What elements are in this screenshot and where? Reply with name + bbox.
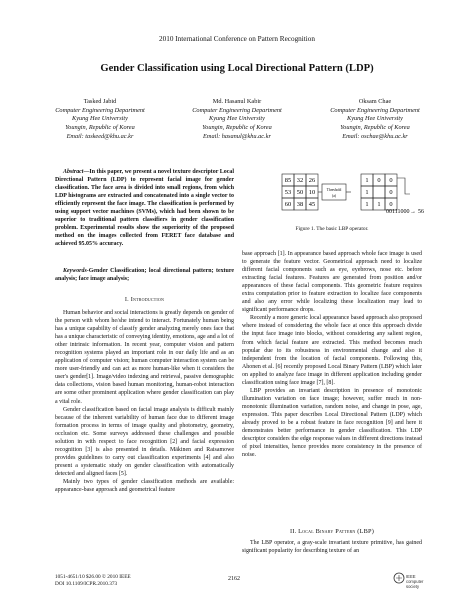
threshold-sublabel: (a): [332, 194, 336, 198]
code-connector: [397, 178, 410, 194]
pixel-grid-value: 10: [308, 189, 316, 197]
binary-grid-cell: [373, 186, 385, 198]
author-name: Oksam Chae: [358, 98, 392, 105]
binary-grid-value: 1: [377, 201, 381, 209]
keywords: [55, 267, 234, 283]
author-dept: Computer Engineering Department: [192, 106, 282, 114]
author-block-3: [300, 98, 450, 142]
section-heading-introduction: I. Introduction: [124, 296, 165, 303]
arrow-glyph: →: [410, 209, 416, 215]
decimal-value: 56: [418, 209, 424, 215]
ieee-computer-society-logo: [392, 569, 428, 591]
pixel-grid-value: 50: [296, 189, 304, 197]
page-number: 2162: [228, 576, 240, 582]
author-dept: Computer Engineering Department: [330, 106, 420, 114]
abstract-paragraph: [55, 168, 234, 248]
author-email: Email: taskeed@khu.ac.kr: [66, 132, 134, 140]
abstract-lead: Abstract: [63, 169, 84, 175]
author-univ: Kyung Hee University: [209, 115, 265, 123]
keywords-paragraph: [55, 267, 234, 283]
right-paragraph-1: base approach [1]. In appearance based approach whole face image is used to generate the feature vector. Geometrical approach need to localize different facial components such as eye, eyebrows, nose etc. before extracting facial features. Features are generated from position and/or appearances of these facial components. This geometric feature requires extra computation prior to feature extraction to localize face components and also any error while localizing these localization may lead to significant performance drops.: [242, 251, 422, 314]
abstract-text: —In this paper, we present a novel texture descriptor Local Directional Pattern (LDP) to represent facial image for gender classification. The face area is divided into small regions, from which LDP histograms are extracted and concatenated into a single vector to efficiently represent the face image. The classification is performed by using support vector machines (SVMs), which had been shown to be superior to traditional pattern classifiers in gender classification problem. Experimental results show the superiority of the proposed method on the images collected from FERET face database and achieved 95.05% accuracy.: [55, 169, 234, 248]
binary-grid-value: 0: [389, 201, 393, 209]
footer-copyright: [55, 574, 131, 588]
pixel-grid-value: 85: [284, 177, 292, 185]
svg-text:IEEE: IEEE: [406, 574, 416, 579]
section-heading-lbp: II. Local Binary Pattern (LBP): [289, 528, 375, 535]
author-location: Youngin, Republic of Korea: [65, 124, 135, 132]
author-name: Tasked Jabid: [83, 98, 117, 105]
binary-grid-value: 0: [377, 177, 381, 185]
paper-title: Gender Classification using Local Directional Pattern (LDP): [100, 63, 374, 74]
figure-caption: Figure 1. The basic LBP operator.: [295, 226, 369, 232]
binary-grid-value: 0: [389, 177, 393, 185]
lbp-paragraph-1: The LBP operator, a gray-scale invariant texture primitive, has gained significant popularity for describing texture of an: [242, 540, 422, 555]
author-email: Email: hasanul@khu.ac.kr: [203, 132, 271, 140]
keywords-text: -Gender Classification; local directional pattern; texture analysis; face image analysis;: [55, 268, 234, 283]
pixel-grid: [282, 174, 318, 210]
right-paragraph-3: LBP provides an invariant description in presence of monotonic illumination variation on face image; however, suffer much in non-monotonic illumination variation, random noise, and change in pose, age, expression. This paper describes Local Directional Pattern (LDP) which already proved to be a robust feature in face recognition [9] and here it demonstrates better performance in gender classification. This LDP descriptor considers the edge response values in different directions instead of pixel intensities, hence provides more consistency in the presence of noise.: [242, 387, 422, 459]
intro-paragraph-3: Mainly two types of gender classification methods are available: appearance-base approach and geometrical feature: [55, 478, 234, 494]
author-location: Youngin, Republic of Korea: [202, 124, 272, 132]
svg-text:computer: computer: [406, 579, 424, 584]
binary-grid-value: 1: [365, 201, 369, 209]
author-dept: Computer Engineering Department: [55, 106, 145, 114]
author-univ: Kyung Hee University: [347, 115, 403, 123]
author-email: Email: oschae@khu.ac.kr: [342, 132, 408, 140]
author-block-2: [162, 98, 312, 142]
pixel-grid-value: 32: [296, 177, 304, 185]
author-location: Youngin, Republic of Korea: [340, 124, 410, 132]
figure-lbp-operator: [277, 172, 427, 224]
binary-grid: [361, 174, 397, 210]
footer-doi: DOI 10.1109/ICPR.2010.373: [55, 581, 118, 587]
lbp-section-body: [242, 539, 422, 555]
threshold-box: [318, 184, 351, 200]
keywords-lead: Keywords: [63, 268, 87, 274]
pixel-grid-value: 45: [308, 201, 316, 209]
binary-grid-value: 1: [365, 177, 369, 185]
intro-paragraph-1: Human behavior and social interactions is greatly depends on gender of the person with whom he/she intend to interact. Fortunately human being has a unique capability of classify gender analyzing merely ones face that has a unique characteristic of conveying identity, emotions, age and a lot of other intrinsic information. In recent year, computer vision and pattern recognition systems played an important role in our daily life and as an application of computer vision; human computer interaction system can be more user-friendly and can act as more human-like when it considers the user's gender[1]. Image/video indexing and retrieval, passive demographic data collections, vision based human monitoring, human-robot interaction are some other prominent application where gender classification can play a vital role.: [55, 310, 234, 405]
binary-code: 00111000: [386, 209, 410, 215]
author-univ: Kyung Hee University: [72, 115, 128, 123]
pixel-grid-value: 53: [284, 189, 292, 197]
binary-grid-value: 1: [365, 189, 369, 197]
svg-text:society: society: [406, 584, 420, 589]
author-block-1: [25, 98, 175, 142]
intro-paragraph-2: Gender classification based on facial image analysis is difficult mainly because of the inherent variability of human face due to different image formation process in terms of image quality and photometry, geometry, occlusion etc. Some surveys addressed these challenges and possible solution in with respect to face recognition [2] and facial expression recognition [3] is also presented in details. Mäkinen and Raisamowe provides guidelines to carry out classification experiments [4] and also present a systematic study on gender classification with automatically detected and aligned faces [5].: [55, 406, 234, 477]
right-paragraph-2: Recently a more generic local appearance based approach also proposed where instead of considering the whole face at once this approach divide the input face image into blocks, without considering any salient region, from which facial feature are extracted. This method becomes much popular due to its robustness in environmental change and also it independent from the location of facial components. Following this, Ahonen et al. [6] recently proposed Local Binary Pattern (LBP) which later on applied to analyze face image in different application including gender classification using face image [7], [8].: [242, 315, 422, 386]
abstract: [55, 168, 234, 248]
author-name: Md. Hasanul Kabir: [212, 98, 262, 105]
introduction-body: [55, 309, 234, 494]
pixel-grid-value: 38: [296, 201, 304, 209]
footer-issn: 1051-4651/10 $26.00 © 2010 IEEE: [55, 574, 131, 580]
pixel-grid-value: 60: [284, 201, 292, 209]
threshold-label: Threshold: [326, 188, 342, 192]
conference-header: 2010 International Conference on Pattern Recognition: [159, 35, 315, 43]
pixel-grid-value: 26: [308, 177, 316, 185]
binary-grid-value: 0: [389, 189, 393, 197]
right-column-body: [242, 250, 422, 459]
